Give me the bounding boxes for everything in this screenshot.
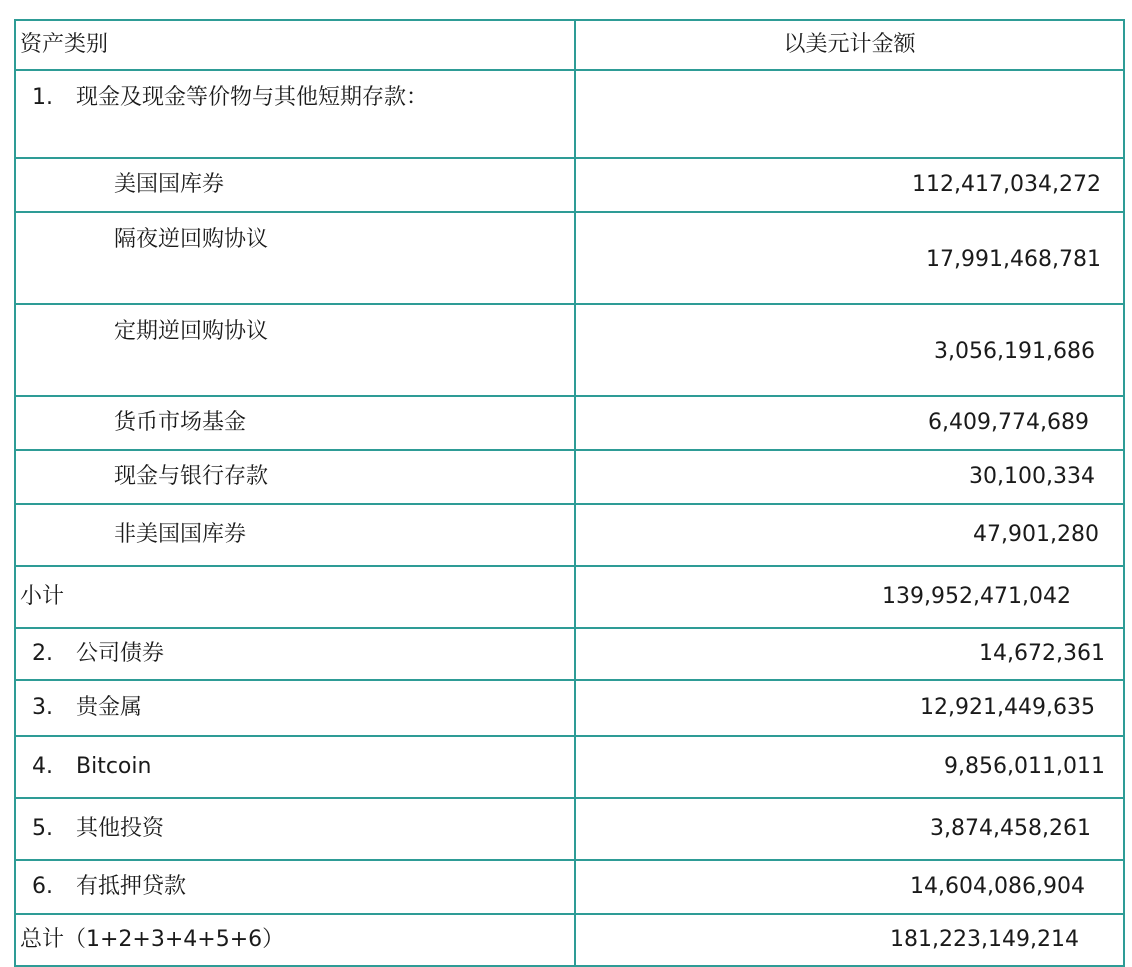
row-amount: 17,991,468,781 bbox=[575, 212, 1124, 304]
row-label: 货币市场基金 bbox=[15, 396, 575, 450]
header-amount: 以美元计金额 bbox=[575, 20, 1124, 70]
row-number: 6. bbox=[32, 873, 53, 899]
row-number: 3. bbox=[32, 694, 53, 720]
row-amount: 139,952,471,042 bbox=[575, 566, 1124, 628]
row-label: 其他投资 bbox=[76, 815, 165, 841]
row-amount: 12,921,449,635 bbox=[575, 680, 1124, 736]
table-row bbox=[15, 504, 1124, 566]
row-category bbox=[15, 736, 575, 798]
row-category bbox=[15, 860, 575, 914]
row-number: 2. bbox=[32, 640, 53, 666]
row-amount: 3,874,458,261 bbox=[575, 798, 1124, 860]
row-number: 4. bbox=[32, 753, 53, 779]
table-row bbox=[15, 798, 1124, 860]
row-label: 总计（1+2+3+4+5+6） bbox=[15, 914, 575, 966]
table-row bbox=[15, 158, 1124, 212]
header-category: 资产类别 bbox=[15, 20, 575, 70]
row-label: 现金及现金等价物与其他短期存款： bbox=[76, 85, 429, 110]
row-amount: 30,100,334 bbox=[575, 450, 1124, 504]
row-label: 贵金属 bbox=[76, 694, 143, 720]
row-amount: 112,417,034,272 bbox=[575, 158, 1124, 212]
row-amount: 3,056,191,686 bbox=[575, 304, 1124, 396]
table-row bbox=[15, 680, 1124, 736]
row-label: 美国国库券 bbox=[15, 158, 575, 212]
row-label: 公司债券 bbox=[76, 640, 165, 666]
row-label: 非美国国库券 bbox=[15, 504, 575, 566]
row-amount: 14,672,361 bbox=[575, 628, 1124, 680]
row-amount: 9,856,011,011 bbox=[575, 736, 1124, 798]
row-label: 有抵押贷款 bbox=[76, 873, 187, 899]
row-category bbox=[15, 628, 575, 680]
table-row bbox=[15, 914, 1124, 966]
table-row bbox=[15, 628, 1124, 680]
row-label: 小计 bbox=[15, 566, 575, 628]
table-row bbox=[15, 70, 1124, 158]
row-label: 隔夜逆回购协议 bbox=[15, 212, 575, 304]
row-amount bbox=[575, 70, 1124, 158]
table-row bbox=[15, 396, 1124, 450]
table-row bbox=[15, 450, 1124, 504]
table-row bbox=[15, 566, 1124, 628]
row-label: 现金与银行存款 bbox=[15, 450, 575, 504]
table-row bbox=[15, 304, 1124, 396]
asset-table bbox=[14, 19, 1125, 967]
row-number: 5. bbox=[32, 815, 53, 841]
row-number: 1. bbox=[32, 85, 53, 110]
row-amount: 14,604,086,904 bbox=[575, 860, 1124, 914]
row-category bbox=[15, 798, 575, 860]
row-amount: 181,223,149,214 bbox=[575, 914, 1124, 966]
row-amount: 47,901,280 bbox=[575, 504, 1124, 566]
row-label: 定期逆回购协议 bbox=[15, 304, 575, 396]
table-row bbox=[15, 212, 1124, 304]
row-amount: 6,409,774,689 bbox=[575, 396, 1124, 450]
asset-table-container bbox=[14, 19, 1119, 967]
table-row bbox=[15, 860, 1124, 914]
row-label: Bitcoin bbox=[76, 753, 152, 779]
row-category bbox=[15, 680, 575, 736]
row-category bbox=[15, 70, 575, 158]
table-row bbox=[15, 736, 1124, 798]
table-header-row bbox=[15, 20, 1124, 70]
